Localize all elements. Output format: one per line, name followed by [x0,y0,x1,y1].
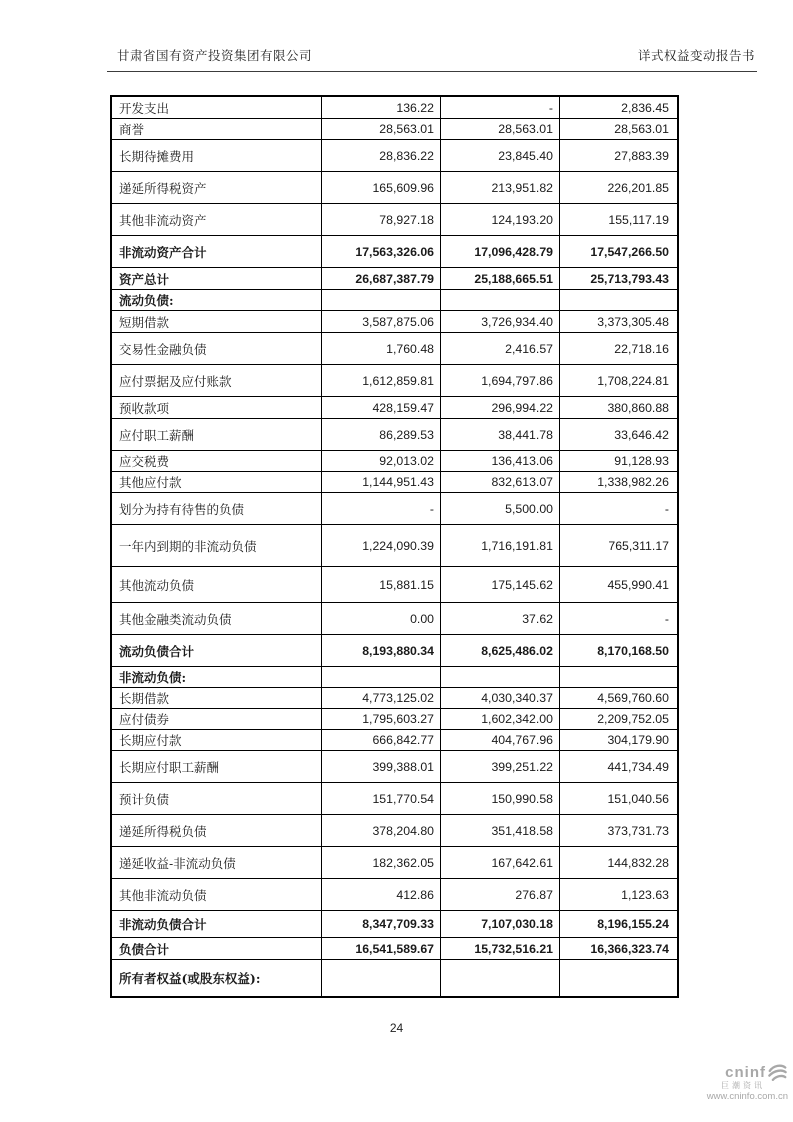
row-label: 短期借款 [119,314,170,330]
cell-col2: 1,602,342.00 [440,709,559,729]
table-row [112,687,677,708]
cell-col2: 1,694,797.86 [440,365,559,396]
cell-col2: 37.62 [440,603,559,634]
cell-col1: 28,836.22 [321,140,440,171]
cell-col1: 1,144,951.43 [321,472,440,492]
row-label: 流动负债: [119,293,174,308]
row-label: 非流动负债: [119,670,187,685]
row-label: 长期应付款 [119,733,182,748]
table-row [112,814,677,846]
row-label: 长期借款 [119,691,170,706]
cell-col3: - [559,603,675,634]
cell-col2 [440,960,559,996]
cell-col3: 1,708,224.81 [559,365,675,396]
table-row [112,418,677,450]
cell-col1: 28,563.01 [321,119,440,139]
cell-col2: 1,716,191.81 [440,525,559,566]
cell-col3: 144,832.28 [559,847,675,878]
cell-col1: 0.00 [321,603,440,634]
cell-col3: 304,179.90 [559,730,675,750]
cell-col3: 226,201.85 [559,172,675,203]
cell-col3: 2,209,752.05 [559,709,675,729]
cell-col3: - [559,493,675,524]
cninfo-brand-text: cninf [725,1064,766,1081]
table-row [112,139,677,171]
cell-col3 [559,667,675,687]
table-row [112,846,677,878]
cell-col2: 136,413.06 [440,451,559,471]
table-row [112,524,677,566]
cell-col2: 38,441.78 [440,419,559,450]
cell-col2: - [440,97,559,118]
row-label: 交易性金融负债 [119,341,207,357]
cell-col1: 412.86 [321,879,440,910]
table-row [112,289,677,310]
cell-col2: 404,767.96 [440,730,559,750]
cell-col2: 124,193.20 [440,204,559,235]
row-label: 其他流动负债 [119,577,195,593]
row-label: 资产总计 [119,271,170,287]
cell-col2: 3,726,934.40 [440,311,559,332]
cell-col1: 1,224,090.39 [321,525,440,566]
table-row [112,118,677,139]
table-row [112,634,677,666]
cell-col3: 380,860.88 [559,397,675,418]
row-label: 递延收益-非流动负债 [119,855,236,871]
cell-col3: 455,990.41 [559,567,675,602]
cell-col2: 2,416.57 [440,333,559,364]
cell-col1: 3,587,875.06 [321,311,440,332]
row-label: 递延所得税负债 [119,823,207,839]
cell-col2: 296,994.22 [440,397,559,418]
cell-col3: 25,713,793.43 [559,268,675,289]
row-label: 所有者权益(或股东权益): [119,971,261,986]
cninfo-chinese-name: 巨潮资讯 [721,1081,765,1091]
table-row [112,602,677,634]
cell-col2: 832,613.07 [440,472,559,492]
cell-col3: 1,123.63 [559,879,675,910]
row-label: 应付债券 [119,712,170,727]
row-label: 开发支出 [119,100,170,116]
row-label: 非流动负债合计 [119,917,207,932]
row-label: 其他应付款 [119,475,182,490]
cell-col1: 136.22 [321,97,440,118]
cell-col2: 5,500.00 [440,493,559,524]
row-label: 长期应付职工薪酬 [119,759,220,775]
cell-col2: 175,145.62 [440,567,559,602]
cell-col2: 15,732,516.21 [440,938,559,959]
table-row [112,492,677,524]
row-label: 预计负债 [119,791,170,807]
cell-col3: 22,718.16 [559,333,675,364]
cell-col2: 150,990.58 [440,783,559,814]
table-row [112,471,677,492]
cell-col2: 213,951.82 [440,172,559,203]
row-label: 应付职工薪酬 [119,427,195,443]
cell-col2: 167,642.61 [440,847,559,878]
table-row [112,310,677,332]
table-row [112,729,677,750]
table-row [112,937,677,959]
page-header-rule [107,46,757,72]
cell-col1: 165,609.96 [321,172,440,203]
cell-col2: 8,625,486.02 [440,635,559,666]
table-row [112,666,677,687]
row-label: 非流动资产合计 [119,244,207,260]
cell-col2 [440,667,559,687]
row-label: 负债合计 [119,941,170,957]
cell-col3: 27,883.39 [559,140,675,171]
cell-col1 [321,290,440,310]
row-label: 其他金融类流动负债 [119,611,232,627]
row-label: 应付票据及应付账款 [119,373,232,389]
cell-col1: 8,347,709.33 [321,911,440,937]
cell-col1: 17,563,326.06 [321,236,440,267]
table-row [112,97,677,118]
cell-col1: 26,687,387.79 [321,268,440,289]
financial-table [110,95,679,998]
cell-col1: 399,388.01 [321,751,440,782]
cell-col1: 151,770.54 [321,783,440,814]
cninfo-logo [707,1064,789,1103]
row-label: 一年内到期的非流动负债 [119,538,257,554]
cell-col2: 4,030,340.37 [440,688,559,708]
cell-col1: 1,612,859.81 [321,365,440,396]
cell-col1: 666,842.77 [321,730,440,750]
cell-col2: 28,563.01 [440,119,559,139]
cell-col3: 155,117.19 [559,204,675,235]
cell-col2: 25,188,665.51 [440,268,559,289]
table-row [112,959,677,996]
cell-col1: 4,773,125.02 [321,688,440,708]
table-row [112,782,677,814]
table-row [112,450,677,471]
cell-col1: 1,760.48 [321,333,440,364]
row-label: 其他非流动负债 [119,887,207,903]
page-header [107,46,757,72]
cell-col3: 8,196,155.24 [559,911,675,937]
row-label: 商誉 [119,122,145,137]
cell-col3: 1,338,982.26 [559,472,675,492]
cell-col2: 23,845.40 [440,140,559,171]
table-row [112,267,677,289]
cell-col1: 78,927.18 [321,204,440,235]
cell-col1: 378,204.80 [321,815,440,846]
cell-col2 [440,290,559,310]
cell-col2: 351,418.58 [440,815,559,846]
cell-col1: 92,013.02 [321,451,440,471]
cninfo-logo-top [707,1064,787,1081]
cell-col3: 2,836.45 [559,97,675,118]
table-row [112,566,677,602]
cell-col3: 91,128.93 [559,451,675,471]
cninfo-url: www.cninfo.com.cn [706,1091,788,1103]
cell-col3: 4,569,760.60 [559,688,675,708]
header-company-name: 甘肃省国有资产投资集团有限公司 [117,48,313,63]
cell-col3: 151,040.56 [559,783,675,814]
table-row [112,750,677,782]
row-label: 其他非流动资产 [119,212,207,228]
cell-col1 [321,667,440,687]
row-label: 流动负债合计 [119,643,195,659]
table-row [112,364,677,396]
header-document-title: 详式权益变动报告书 [637,48,755,63]
cell-col3 [559,290,675,310]
table-row [112,171,677,203]
cell-col3: 8,170,168.50 [559,635,675,666]
cell-col1: 15,881.15 [321,567,440,602]
cell-col3: 17,547,266.50 [559,236,675,267]
row-label: 应交税费 [119,454,170,469]
cell-col1: 182,362.05 [321,847,440,878]
table-row [112,235,677,267]
cell-col1: 1,795,603.27 [321,709,440,729]
cell-col3: 373,731.73 [559,815,675,846]
cninfo-swirl-icon [768,1064,787,1081]
row-label: 长期待摊费用 [119,148,195,164]
cell-col1 [321,960,440,996]
table-row [112,396,677,418]
cell-col1: 16,541,589.67 [321,938,440,959]
cell-col3: 441,734.49 [559,751,675,782]
cell-col3: 765,311.17 [559,525,675,566]
cell-col3 [559,960,675,996]
cell-col1: 86,289.53 [321,419,440,450]
row-label: 递延所得税资产 [119,180,207,196]
table-row [112,878,677,910]
cell-col3: 16,366,323.74 [559,938,675,959]
table-row [112,708,677,729]
cell-col2: 399,251.22 [440,751,559,782]
cell-col1: - [321,493,440,524]
row-label: 预收款项 [119,400,170,416]
cell-col3: 3,373,305.48 [559,311,675,332]
row-label: 划分为持有待售的负债 [119,501,245,517]
cell-col2: 7,107,030.18 [440,911,559,937]
cell-col1: 8,193,880.34 [321,635,440,666]
table-row [112,203,677,235]
table-row [112,332,677,364]
cell-col1: 428,159.47 [321,397,440,418]
cell-col2: 276.87 [440,879,559,910]
cell-col2: 17,096,428.79 [440,236,559,267]
cell-col3: 28,563.01 [559,119,675,139]
cell-col3: 33,646.42 [559,419,675,450]
table-row [112,910,677,937]
page-number: 24 [389,1021,404,1035]
